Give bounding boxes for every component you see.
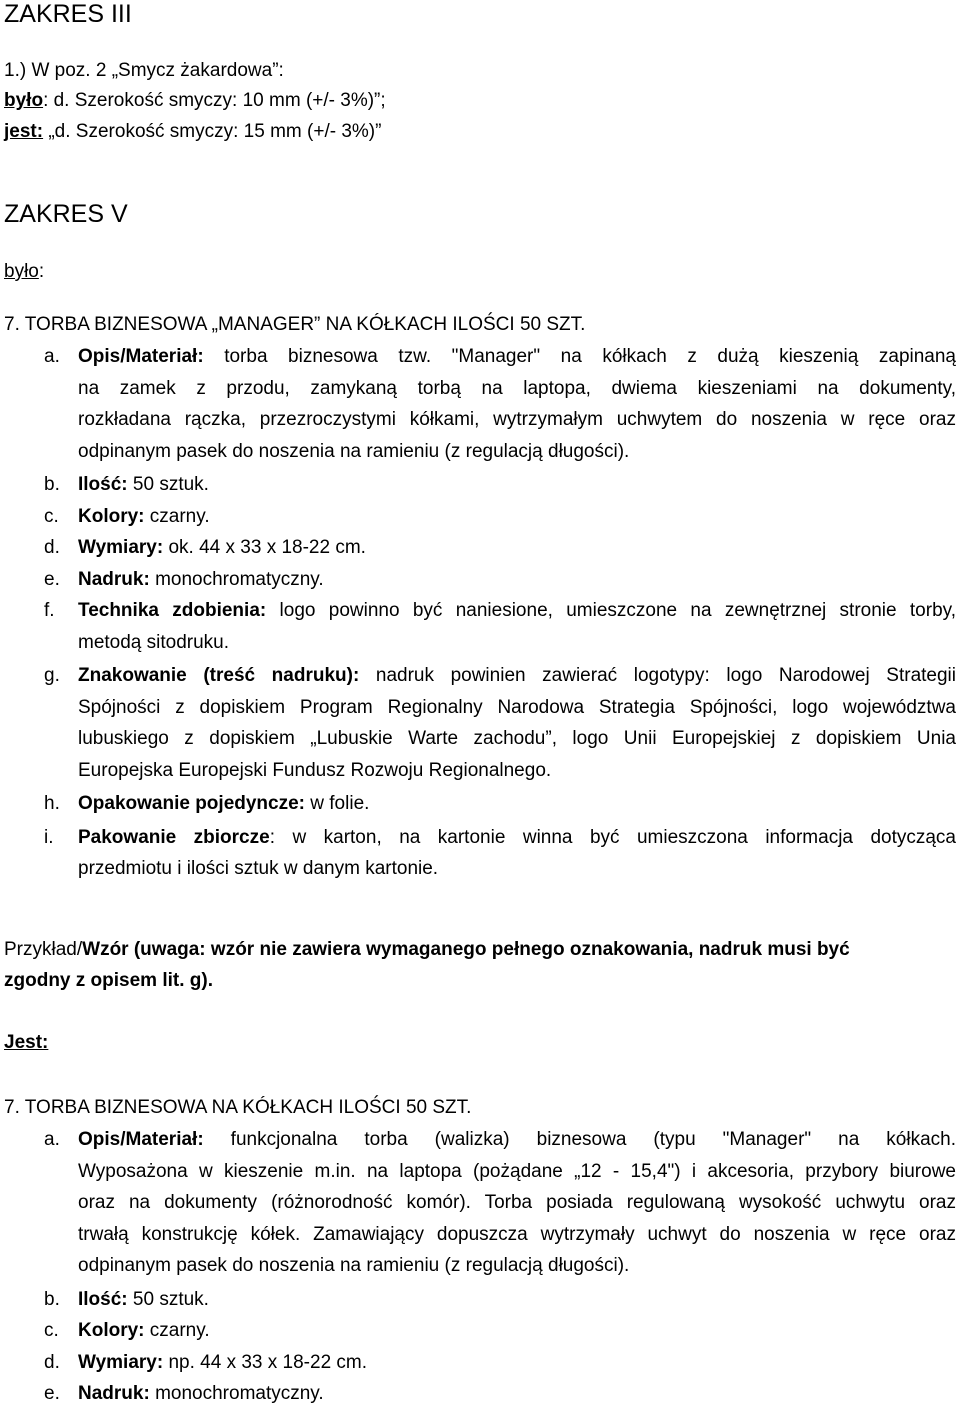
spec-value: odpinanym pasek do noszenia na ramieniu (z regulacją długości).: [78, 1255, 630, 1276]
spec-value: : w karton, na kartonie winna być umieszczona informacja dotycząca: [269, 827, 956, 848]
spec-value: 50 sztuk.: [127, 474, 209, 495]
spec-text: [78, 760, 956, 782]
spec-text: [78, 569, 956, 591]
spec-text: [78, 1383, 956, 1405]
spec-text: [78, 1129, 956, 1151]
spec-value: np. 44 x 33 x 18-22 cm.: [163, 1352, 368, 1373]
spec-text: [78, 858, 956, 880]
old-value-line: [4, 90, 386, 112]
bylo-colon: :: [38, 261, 45, 282]
spec-text: [78, 378, 956, 400]
spec-text: [78, 474, 956, 496]
bylo-label: było: [4, 90, 44, 111]
spec-value: Spójności z dopiskiem Program Regionalny Narodowa Strategia Spójności, logo województwa: [78, 697, 956, 718]
spec-key: Nadruk:: [78, 1383, 150, 1404]
old-value-text: : d. Szerokość smyczy: 10 mm (+/- 3%)”;: [43, 90, 386, 111]
spec-letter: e.: [44, 1383, 60, 1404]
spec-value: logo powinno być naniesione, umieszczone na zewnętrznej stronie torby,: [266, 600, 956, 621]
spec-text: [78, 665, 956, 687]
spec-text: [78, 506, 956, 528]
example-note: Wzór (uwaga: wzór nie zawiera wymaganego pełnego oznakowania, nadruk musi być: [82, 939, 850, 960]
spec-value: Europejska Europejski Fundusz Rozwoju Regionalnego.: [78, 760, 552, 781]
new-item-title: 7. TORBA BIZNESOWA NA KÓŁKACH ILOŚCI 50 SZT.: [4, 1097, 472, 1118]
spec-value: monochromatyczny.: [149, 569, 324, 590]
spec-key: Ilość:: [78, 474, 128, 495]
spec-key: Kolory:: [78, 506, 145, 527]
spec-text: [78, 632, 956, 654]
spec-key: Ilość:: [78, 1289, 128, 1310]
bylo-section-label: [4, 261, 44, 283]
spec-text: [78, 346, 956, 368]
spec-value: rozkładana rączka, przezroczystymi kółkami, wytrzymałym uchwytem do noszenia w ręce oraz: [78, 409, 956, 430]
bylo-label: było: [4, 261, 39, 282]
spec-key: Wymiary:: [78, 537, 164, 558]
change-item-intro: 1.) W poz. 2 „Smycz żakardowa”:: [4, 60, 284, 81]
spec-text: [78, 697, 956, 719]
spec-text: [78, 537, 956, 559]
spec-text: [78, 827, 956, 849]
spec-letter: c.: [44, 506, 59, 527]
spec-key: Opis/Materiał:: [78, 346, 204, 367]
spec-letter: i.: [44, 827, 54, 848]
spec-value: torba biznesowa tzw. "Manager" na kółkach z dużą kieszenią zapinaną: [203, 346, 956, 367]
new-value-text: „d. Szerokość smyczy: 15 mm (+/- 3%)”: [43, 121, 382, 142]
spec-text: [78, 1161, 956, 1183]
spec-value: funkcjonalna torba (walizka) biznesowa (typu "Manager" na kółkach.: [203, 1129, 956, 1150]
old-item-title: 7. TORBA BIZNESOWA „MANAGER” NA KÓŁKACH ILOŚCI 50 SZT.: [4, 314, 586, 335]
spec-text: [78, 441, 956, 463]
spec-letter: f.: [44, 600, 55, 621]
spec-key: Znakowanie (treść nadruku):: [78, 665, 360, 686]
jest-section-label: Jest:: [4, 1032, 49, 1053]
spec-letter: c.: [44, 1320, 59, 1341]
spec-value: przedmiotu i ilości sztuk w danym kartonie.: [78, 858, 439, 879]
spec-key: Opis/Materiał:: [78, 1129, 204, 1150]
spec-value: trwałą konstrukcję kółek. Zamawiający dopuszcza wytrzymały uchwyt do noszenia w ręce oraz: [78, 1224, 956, 1245]
spec-letter: e.: [44, 569, 60, 590]
spec-value: lubuskiego z dopiskiem „Lubuskie Warte zachodu”, logo Unii Europejskiej z dopiskiem Unia: [78, 728, 956, 749]
spec-value: metodą sitodruku.: [78, 632, 230, 653]
spec-value: oraz na dokumenty (różnorodność komór). Torba posiada regulowaną wysokość uchwytu oraz: [78, 1192, 956, 1213]
jest-label: jest:: [4, 121, 44, 142]
spec-text: [78, 1352, 956, 1374]
spec-text: [78, 1255, 956, 1277]
spec-text: [78, 793, 956, 815]
spec-value: nadruk powinien zawierać logotypy: logo Narodowej Strategii: [359, 665, 956, 686]
spec-text: [78, 728, 956, 750]
spec-text: [78, 409, 956, 431]
spec-value: ok. 44 x 33 x 18-22 cm.: [163, 537, 366, 558]
spec-text: [78, 1320, 956, 1342]
heading-zakres-5: ZAKRES V: [4, 200, 128, 228]
spec-value: czarny.: [144, 1320, 210, 1341]
spec-value: na zamek z przodu, zamykaną torbą na laptopa, dwiema kieszeniami na dokumenty,: [78, 378, 956, 399]
spec-value: w folie.: [305, 793, 370, 814]
spec-value: Wyposażona w kieszenie m.in. na laptopa (pożądane „12 - 15,4") i akcesoria, przybory biurowe: [78, 1161, 956, 1182]
heading-zakres-3: ZAKRES III: [4, 0, 132, 28]
spec-letter: a.: [44, 346, 60, 367]
spec-value: odpinanym pasek do noszenia na ramieniu (z regulacją długości).: [78, 441, 630, 462]
spec-letter: d.: [44, 537, 60, 558]
spec-key: Opakowanie pojedyncze:: [78, 793, 305, 814]
spec-letter: b.: [44, 474, 60, 495]
spec-text: [78, 1192, 956, 1214]
spec-value: czarny.: [144, 506, 210, 527]
spec-letter: a.: [44, 1129, 60, 1150]
spec-value: 50 sztuk.: [127, 1289, 209, 1310]
spec-key: Kolory:: [78, 1320, 145, 1341]
spec-text: [78, 1224, 956, 1246]
spec-letter: h.: [44, 793, 60, 814]
example-line-1: [4, 939, 850, 961]
example-line-2: zgodny z opisem lit. g).: [4, 970, 213, 991]
spec-letter: b.: [44, 1289, 60, 1310]
spec-key: Nadruk:: [78, 569, 150, 590]
spec-key: Technika zdobienia:: [78, 600, 267, 621]
spec-key: Wymiary:: [78, 1352, 164, 1373]
spec-text: [78, 1289, 956, 1311]
new-value-line: [4, 121, 381, 143]
spec-letter: g.: [44, 665, 60, 686]
example-prefix: Przykład/: [4, 939, 83, 960]
spec-value: monochromatyczny.: [149, 1383, 324, 1404]
spec-text: [78, 600, 956, 622]
spec-key: Pakowanie zbiorcze: [78, 827, 270, 848]
spec-letter: d.: [44, 1352, 60, 1373]
